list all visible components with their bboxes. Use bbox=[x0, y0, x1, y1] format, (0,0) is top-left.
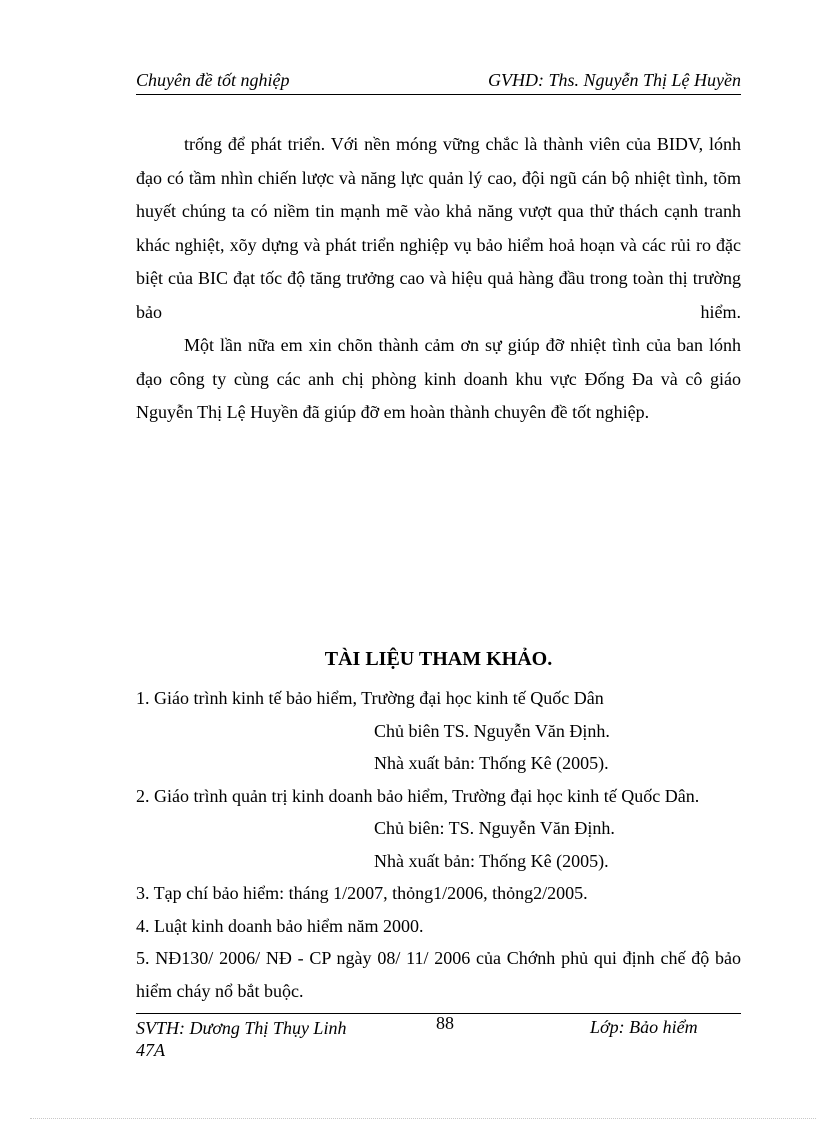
footer-class: Lớp: Bảo hiểm bbox=[590, 1017, 698, 1037]
reference-3: 3. Tạp chí bảo hiểm: tháng 1/2007, thỏng1/2006, thỏng2/2005. bbox=[136, 883, 588, 903]
page-edge-divider bbox=[30, 1118, 816, 1119]
paragraph-2: Một lần nữa em xin chõn thành cảm ơn sự giúp đỡ nhiệt tình của ban lónh đạo công ty cùng các anh chị phòng kinh doanh khu vực Đống Đa và cô giáo Nguyễn Thị Lệ Huyền đã giúp đỡ em hoàn thành chuyên đề tốt nghiệp. bbox=[136, 335, 741, 422]
reference-2-publisher: Nhà xuất bản: Thống Kê (2005). bbox=[374, 850, 609, 871]
references-list bbox=[136, 682, 741, 1007]
references-title: TÀI LIỆU THAM KHẢO. bbox=[324, 648, 553, 670]
reference-4: 4. Luật kinh doanh bảo hiểm năm 2000. bbox=[136, 915, 424, 936]
reference-1-editor: Chủ biên TS. Nguyễn Văn Định. bbox=[374, 720, 610, 741]
reference-2: 2. Giáo trình quản trị kinh doanh bảo hiểm, Trường đại học kinh tế Quốc Dân. bbox=[136, 785, 700, 806]
page-header bbox=[136, 66, 741, 95]
reference-1: 1. Giáo trình kinh tế bảo hiểm, Trường đại học kinh tế Quốc Dân bbox=[136, 688, 604, 708]
page-number: 88 bbox=[436, 1013, 454, 1033]
reference-5: 5. NĐ130/ 2006/ NĐ - CP ngày 08/ 11/ 2006 của Chớnh phủ qui định chế độ bảo hiểm cháy nổ bắt buộc. bbox=[136, 948, 741, 1001]
header-right-supervisor: GVHD: Ths. Nguyễn Thị Lệ Huyền bbox=[488, 70, 741, 90]
footer-student: SVTH: Dương Thị Thụy Linh 47A bbox=[136, 1018, 347, 1060]
header-left-title: Chuyên đề tốt nghiệp bbox=[136, 70, 290, 90]
reference-1-publisher: Nhà xuất bản: Thống Kê (2005). bbox=[374, 753, 609, 773]
body-text bbox=[136, 128, 741, 430]
paragraph-1: trống để phát triển. Với nền móng vững chắc là thành viên của BIDV, lónh đạo có tầm nhìn chiến lược và năng lực quản lý cao, đội ngũ cán bộ nhiệt tình, tõm huyết chúng ta có niềm tin mạnh mẽ vào khả năng vượt qua thử thách cạnh tranh khác nghiệt, xõy dựng và phát triển nghiệp vụ bảo hiểm hoả hoạn và các rủi ro đặc biệt của BIC đạt tốc độ tăng trưởng cao và hiệu quả hàng đầu trong toàn thị trường bảo hiểm. bbox=[136, 134, 741, 322]
reference-2-editor: Chủ biên: TS. Nguyễn Văn Định. bbox=[374, 818, 615, 838]
